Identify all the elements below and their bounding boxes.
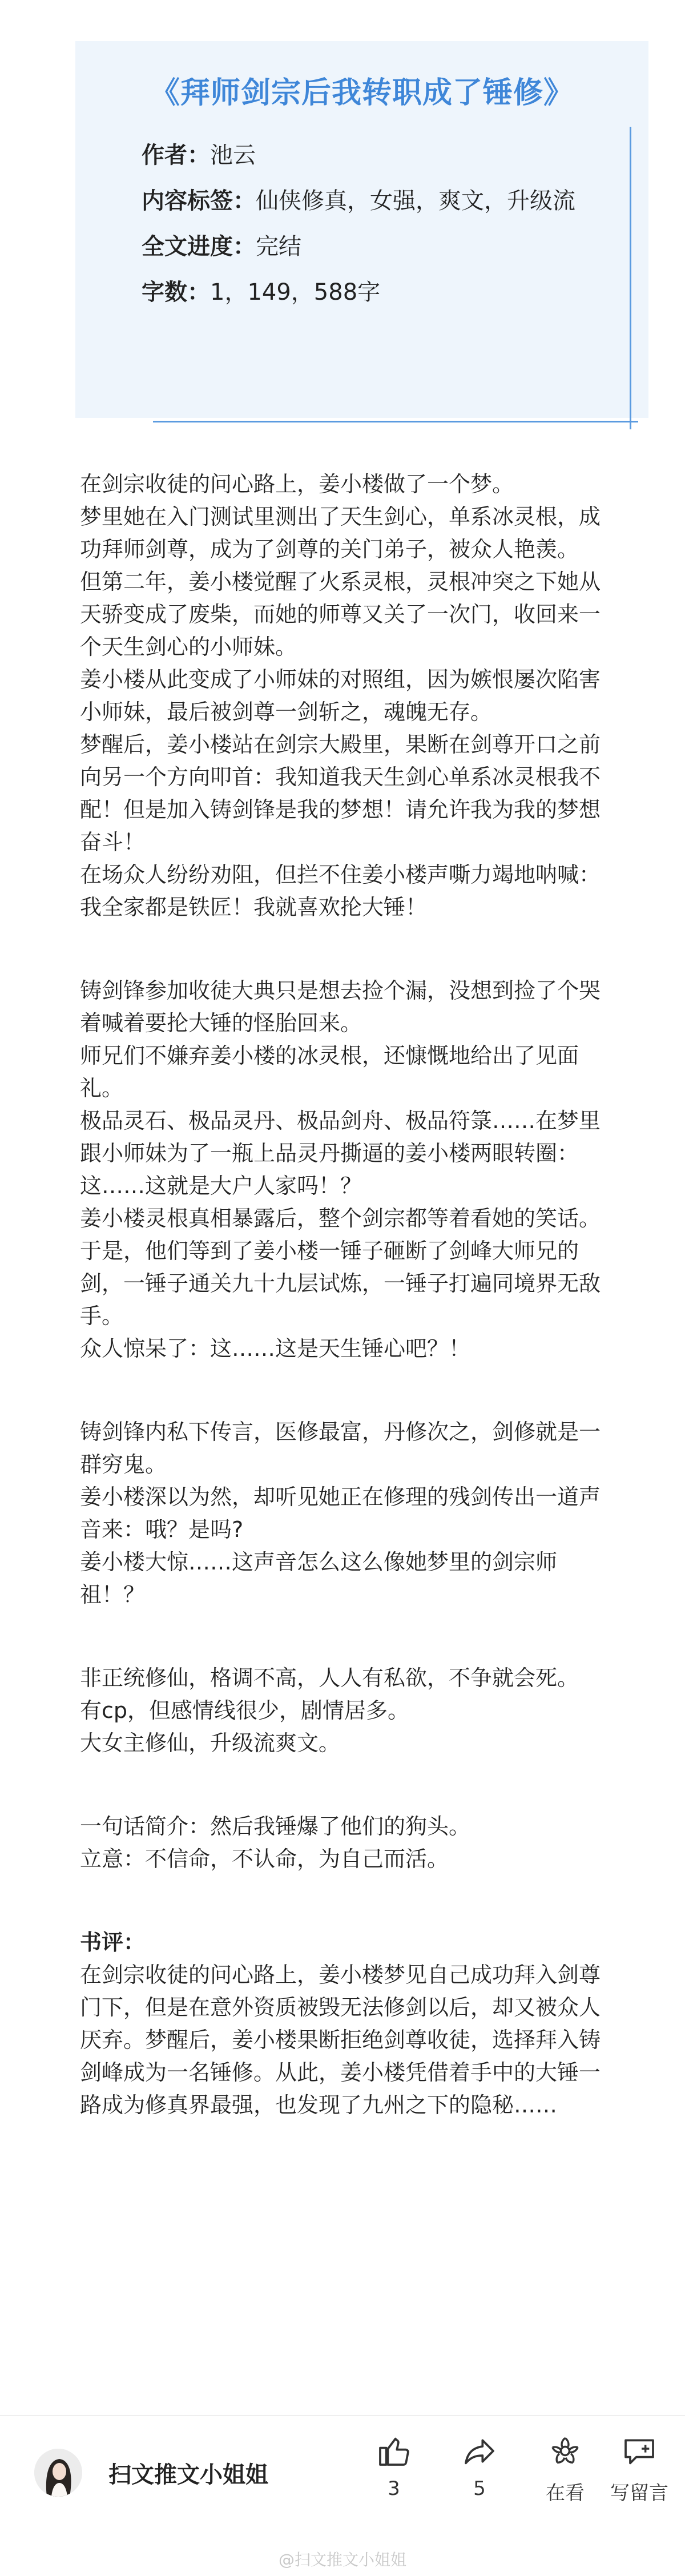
book-meta bbox=[142, 132, 632, 315]
share-button[interactable] bbox=[445, 2433, 514, 2500]
synopsis bbox=[80, 468, 611, 1917]
share-count: 5 bbox=[473, 2477, 486, 2500]
paragraph: 有cp，但感情线很少，剧情居多。 bbox=[80, 1698, 410, 1723]
meta-key: 字数： bbox=[142, 279, 210, 305]
like-count: 3 bbox=[388, 2477, 400, 2500]
comment-icon bbox=[621, 2433, 658, 2469]
paragraph: 铸剑锋内私下传言，医修最富，丹修次之，剑修就是一群穷鬼。 bbox=[80, 1419, 601, 1477]
watermark: @扫文推文小姐姐 bbox=[278, 2550, 406, 2569]
meta-value: 仙侠修真，女强，爽文，升级流 bbox=[256, 188, 575, 214]
paragraph-gap bbox=[80, 1769, 611, 1801]
meta-key: 内容标签： bbox=[142, 188, 256, 214]
paragraph: 梦醒后，姜小楼站在剑宗大殿里，果断在剑尊开口之前向另一个方向叩首：我知道我天生剑心单系冰灵根我不配！但是加入铸剑锋是我的梦想！请允许我为我的梦想奋斗！ bbox=[80, 732, 601, 855]
meta-author bbox=[142, 132, 632, 178]
comment-label: 写留言 bbox=[610, 2482, 668, 2505]
meta-tags bbox=[142, 178, 632, 224]
review-text: 在剑宗收徒的问心路上，姜小楼梦见自己成功拜入剑尊门下，但是在意外资质被毁无法修剑以后，却又被众人厌弃。梦醒后，姜小楼果断拒绝剑尊收徒，选择拜入铸剑峰成为一名锤修。从此，姜小楼凭借着手中的大锤一路成为修真界最强，也发现了九州之下的隐秘…… bbox=[80, 1962, 601, 2118]
paragraph-gap bbox=[80, 1374, 611, 1407]
paragraph: 极品灵石、极品灵丹、极品剑舟、极品符箓……在梦里跟小师妹为了一瓶上品灵丹撕逼的姜小楼两眼转圈：这……这就是大户人家吗！？ bbox=[80, 1108, 601, 1198]
paragraph-gap bbox=[80, 1620, 611, 1653]
paragraph: 姜小楼从此变成了小师妹的对照组，因为嫉恨屡次陷害小师妹，最后被剑尊一剑斩之，魂魄无存。 bbox=[80, 667, 601, 724]
paragraph: 梦里她在入门测试里测出了天生剑心，单系冰灵根，成功拜师剑尊，成为了剑尊的关门弟子，被众人艳羡。 bbox=[80, 504, 601, 562]
paragraph: 在剑宗收徒的问心路上，姜小楼做了一个梦。 bbox=[80, 472, 514, 497]
meta-progress bbox=[142, 224, 632, 269]
paragraph: 非正统修仙，格调不高，人人有私欲，不争就会死。 bbox=[80, 1665, 579, 1690]
book-title: 《拜师剑宗后我转职成了锤修》 bbox=[150, 76, 574, 110]
review-heading: 书评： bbox=[80, 1930, 146, 1955]
paragraph: 铸剑锋参加收徒大典只是想去捡个漏，没想到捡了个哭着喊着要抡大锤的怪胎回来。 bbox=[80, 978, 601, 1036]
paragraph: 大女主修仙，升级流爽文。 bbox=[80, 1730, 341, 1756]
paragraph: 众人惊呆了：这……这是天生锤心吧？！ bbox=[80, 1336, 471, 1361]
paragraph: 立意：不信命，不认命，为自己而活。 bbox=[80, 1846, 449, 1871]
paragraph: 姜小楼大惊……这声音怎么这么像她梦里的剑宗师祖！？ bbox=[80, 1549, 558, 1607]
meta-value: 1，149，588字 bbox=[210, 279, 381, 305]
author-name[interactable]: 扫文推文小姐姐 bbox=[108, 2462, 268, 2488]
card-decor-horizontal-line bbox=[153, 421, 638, 422]
meta-value: 池云 bbox=[210, 142, 256, 168]
comment-button[interactable] bbox=[605, 2433, 674, 2505]
article-body bbox=[80, 468, 611, 2122]
paragraph: 一句话简介：然后我锤爆了他们的狗头。 bbox=[80, 1814, 471, 1839]
wow-label: 在看 bbox=[546, 2482, 585, 2505]
meta-value: 完结 bbox=[256, 234, 301, 260]
meta-key: 全文进度： bbox=[142, 234, 256, 260]
paragraph-gap bbox=[80, 933, 611, 965]
avatar[interactable] bbox=[34, 2449, 82, 2497]
article-footer bbox=[0, 2415, 685, 2530]
like-button[interactable] bbox=[360, 2433, 428, 2500]
meta-word-count bbox=[142, 269, 632, 315]
paragraph: 姜小楼灵根真相暴露后，整个剑宗都等着看她的笑话。 bbox=[80, 1206, 601, 1231]
paragraph: 于是，他们等到了姜小楼一锤子砸断了剑峰大师兄的剑，一锤子通关九十九层试炼，一锤子打遍同境界无敌手。 bbox=[80, 1238, 601, 1329]
book-info-card bbox=[75, 41, 648, 418]
avatar-girl-icon bbox=[34, 2449, 82, 2497]
flower-icon bbox=[547, 2433, 583, 2469]
paragraph-gap bbox=[80, 1885, 611, 1917]
paragraph: 但第二年，姜小楼觉醒了火系灵根，灵根冲突之下她从天骄变成了废柴，而她的师尊又关了一次门，收回来一个天生剑心的小师妹。 bbox=[80, 569, 601, 659]
share-icon bbox=[461, 2433, 498, 2469]
thumbs-up-icon bbox=[376, 2433, 412, 2469]
paragraph: 姜小楼深以为然，却听见她正在修理的残剑传出一道声音来：哦？是吗? bbox=[80, 1484, 601, 1542]
paragraph: 在场众人纷纷劝阻，但拦不住姜小楼声嘶力竭地呐喊：我全家都是铁匠！我就喜欢抡大锤！ bbox=[80, 862, 601, 920]
wow-button[interactable] bbox=[531, 2433, 599, 2505]
meta-key: 作者： bbox=[142, 142, 210, 168]
paragraph: 师兄们不嫌弃姜小楼的冰灵根，还慷慨地给出了见面礼。 bbox=[80, 1043, 579, 1101]
